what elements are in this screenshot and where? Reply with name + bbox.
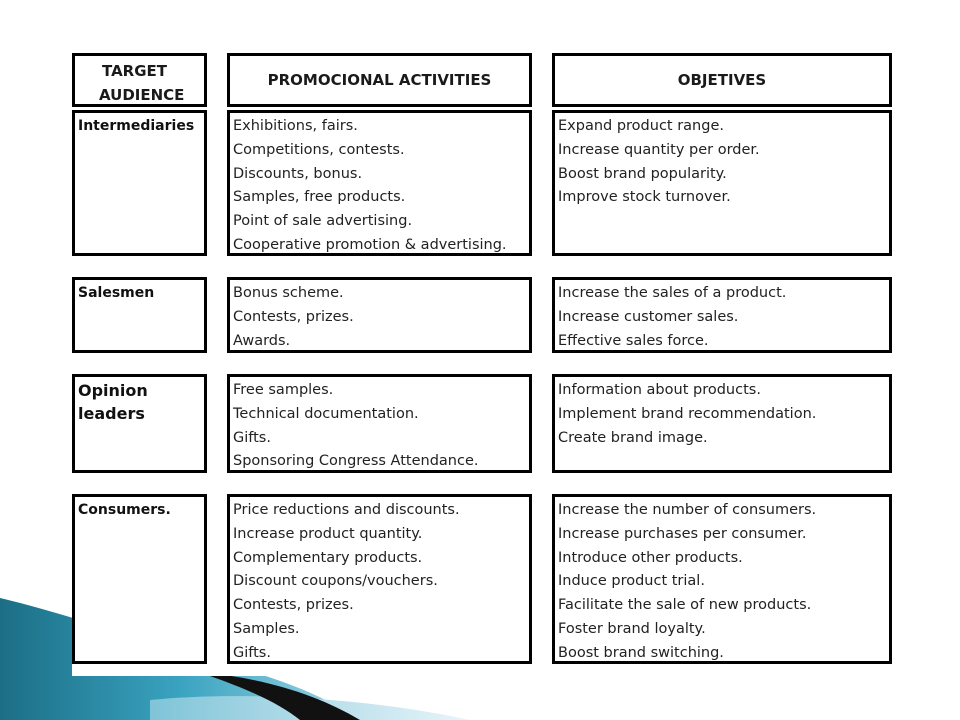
activity-item: Point of sale advertising. xyxy=(233,213,413,230)
objective-item: Introduce other products. xyxy=(558,549,743,566)
activity-item: Increase product quantity. xyxy=(233,525,423,542)
audience-consumers xyxy=(72,494,207,664)
activity-item: Technical documentation. xyxy=(233,405,419,422)
activity-item: Complementary products. xyxy=(233,549,423,566)
audience-label: leaders xyxy=(78,404,145,423)
objectives-salesmen xyxy=(552,277,892,353)
objective-item: Effective sales force. xyxy=(558,332,709,349)
audience-label: Salesmen xyxy=(78,285,155,301)
objective-item: Foster brand loyalty. xyxy=(558,620,706,637)
objective-item: Boost brand popularity. xyxy=(558,165,727,182)
activity-item: Samples, free products. xyxy=(233,189,406,206)
objective-item: Increase the number of consumers. xyxy=(558,502,817,518)
audience-salesmen xyxy=(72,277,207,353)
activity-item: Discounts, bonus. xyxy=(233,165,363,182)
header-target-audience xyxy=(72,53,207,107)
objectives-consumers xyxy=(552,494,892,664)
activity-item: Samples. xyxy=(233,620,300,637)
objective-item: Increase customer sales. xyxy=(558,308,739,325)
audience-intermediaries xyxy=(72,110,207,256)
header-promotional-activities xyxy=(227,53,532,107)
header-objectives xyxy=(552,53,892,107)
header-target-audience-line: AUDIENCE xyxy=(99,86,185,104)
objective-item: Increase quantity per order. xyxy=(558,141,760,158)
objective-item: Boost brand switching. xyxy=(558,644,724,661)
objective-item: Expand product range. xyxy=(558,118,724,134)
audience-label: Intermediaries xyxy=(78,118,195,134)
activities-consumers xyxy=(227,494,532,664)
objectives-intermediaries xyxy=(552,110,892,256)
activity-item: Bonus scheme. xyxy=(233,285,344,301)
audience-label: Consumers. xyxy=(78,502,171,518)
objective-item: Improve stock turnover. xyxy=(558,189,731,206)
header-activities-label: PROMOCIONAL ACTIVITIES xyxy=(267,71,492,89)
objective-item: Induce product trial. xyxy=(558,573,705,590)
activities-salesmen xyxy=(227,277,532,353)
activity-item: Contests, prizes. xyxy=(233,597,354,614)
activity-item: Free samples. xyxy=(233,382,334,398)
activity-item: Sponsoring Congress Attendance. xyxy=(233,453,479,470)
audience-opinion-leaders xyxy=(72,374,207,473)
objective-item: Implement brand recommendation. xyxy=(558,405,817,422)
activity-item: Gifts. xyxy=(233,644,271,661)
objectives-opinion-leaders xyxy=(552,374,892,473)
activity-item: Price reductions and discounts. xyxy=(233,502,460,518)
activity-item: Discount coupons/vouchers. xyxy=(233,573,438,590)
activity-item: Gifts. xyxy=(233,429,271,446)
objective-item: Facilitate the sale of new products. xyxy=(558,597,812,614)
activity-item: Exhibitions, fairs. xyxy=(233,118,358,134)
objective-item: Create brand image. xyxy=(558,429,708,446)
objective-item: Increase purchases per consumer. xyxy=(558,525,807,542)
activity-item: Cooperative promotion & advertising. xyxy=(233,236,507,253)
header-target-audience-line: TARGET xyxy=(102,62,168,80)
activity-item: Awards. xyxy=(233,332,291,349)
objective-item: Information about products. xyxy=(558,382,761,398)
activities-opinion-leaders xyxy=(227,374,532,473)
objective-item: Increase the sales of a product. xyxy=(558,285,787,301)
audience-label: Opinion xyxy=(78,381,148,400)
activity-item: Competitions, contests. xyxy=(233,141,405,158)
activities-intermediaries xyxy=(227,110,532,256)
activity-item: Contests, prizes. xyxy=(233,308,354,325)
header-objectives-label: OBJETIVES xyxy=(677,71,767,89)
